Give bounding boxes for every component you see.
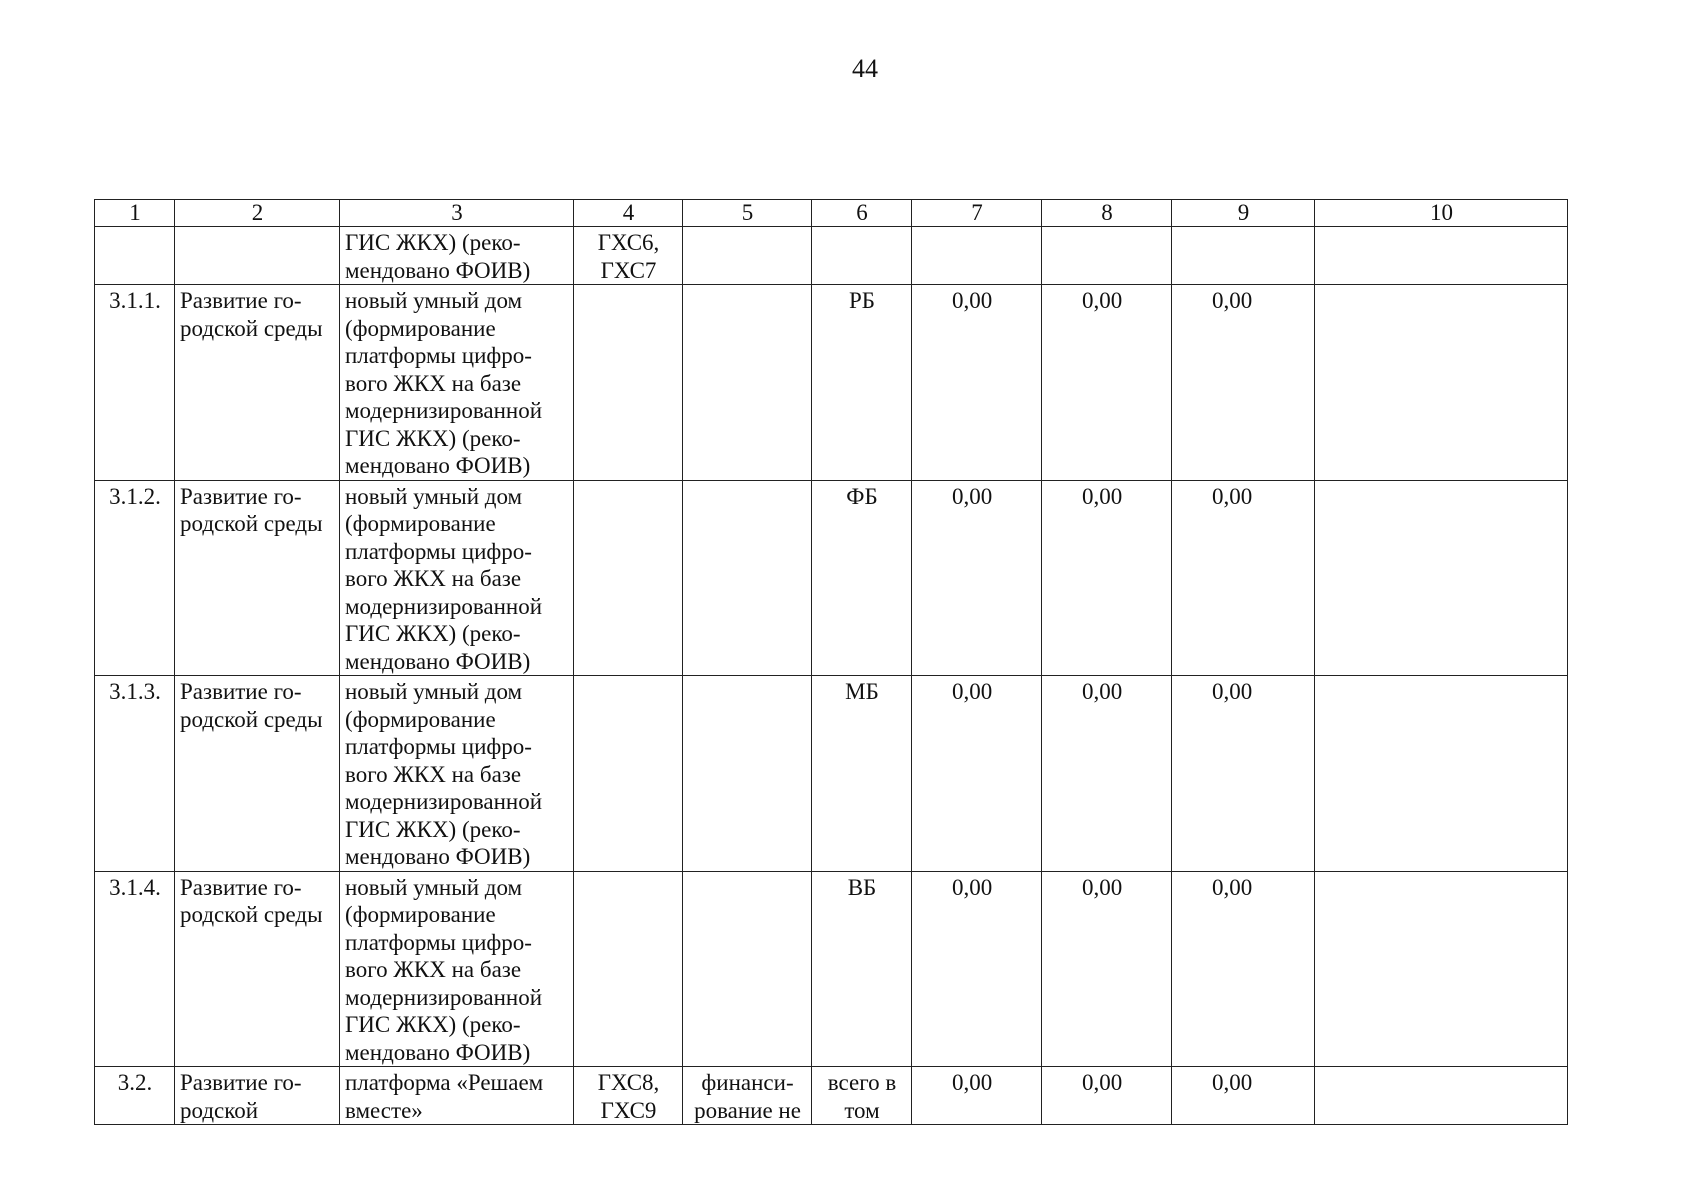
cell-value-7: 0,00	[912, 871, 1042, 1067]
table-row	[95, 676, 1568, 872]
cell-value-7: 0,00	[912, 480, 1042, 676]
table-header-row	[95, 200, 1568, 227]
cell-col-10	[1315, 480, 1568, 676]
cell-financing	[683, 480, 812, 676]
cell-financing	[683, 871, 812, 1067]
cell-number: 3.1.1.	[95, 285, 175, 481]
table-row	[95, 1067, 1568, 1125]
cell-name: Развитие го-родской среды	[175, 480, 340, 676]
table-row	[95, 871, 1568, 1067]
table-row	[95, 480, 1568, 676]
cell-empty	[912, 227, 1042, 285]
cell-col-10	[1315, 676, 1568, 872]
cell-number: 3.1.2.	[95, 480, 175, 676]
cell-codes: ГХС8, ГХС9	[574, 1067, 683, 1125]
cell-col-10	[1315, 285, 1568, 481]
cell-financing	[683, 676, 812, 872]
column-header: 4	[574, 200, 683, 227]
cell-description: ГИС ЖКХ) (реко-мендовано ФОИВ)	[340, 227, 574, 285]
cell-empty	[175, 227, 340, 285]
column-header: 1	[95, 200, 175, 227]
table-row	[95, 285, 1568, 481]
cell-source: МБ	[812, 676, 912, 872]
cell-name: Развитие го-родской среды	[175, 285, 340, 481]
cell-value-8: 0,00	[1042, 285, 1172, 481]
cell-name: Развитие го-родской среды	[175, 676, 340, 872]
cell-value-9: 0,00	[1172, 676, 1315, 872]
cell-description: новый умный дом (формирование платформы цифро-вого ЖКХ на базе модернизированной ГИС ЖКХ) (реко-мендовано ФОИВ)	[340, 676, 574, 872]
cell-codes	[574, 480, 683, 676]
cell-description: новый умный дом (формирование платформы цифро-вого ЖКХ на базе модернизированной ГИС ЖКХ) (реко-мендовано ФОИВ)	[340, 480, 574, 676]
cell-number: 3.2.	[95, 1067, 175, 1125]
cell-value-7: 0,00	[912, 676, 1042, 872]
cell-source: ВБ	[812, 871, 912, 1067]
cell-empty	[683, 227, 812, 285]
page-number: 44	[852, 54, 878, 83]
cell-value-9: 0,00	[1172, 480, 1315, 676]
cell-empty	[95, 227, 175, 285]
cell-value-9: 0,00	[1172, 871, 1315, 1067]
cell-value-9: 0,00	[1172, 1067, 1315, 1125]
cell-name: Развитие го-родской	[175, 1067, 340, 1125]
budget-table	[94, 199, 1568, 1125]
cell-empty	[1042, 227, 1172, 285]
cell-description: новый умный дом (формирование платформы цифро-вого ЖКХ на базе модернизированной ГИС ЖКХ) (реко-мендовано ФОИВ)	[340, 871, 574, 1067]
cell-empty	[1172, 227, 1315, 285]
cell-codes	[574, 871, 683, 1067]
column-header: 7	[912, 200, 1042, 227]
column-header: 5	[683, 200, 812, 227]
cell-value-7: 0,00	[912, 285, 1042, 481]
cell-empty	[812, 227, 912, 285]
cell-value-8: 0,00	[1042, 1067, 1172, 1125]
table-row-continuation	[95, 227, 1568, 285]
cell-empty	[1315, 227, 1568, 285]
cell-financing	[683, 285, 812, 481]
cell-col-10	[1315, 871, 1568, 1067]
cell-source: всего в том	[812, 1067, 912, 1125]
cell-financing: финанси-рование не	[683, 1067, 812, 1125]
cell-number: 3.1.4.	[95, 871, 175, 1067]
cell-codes: ГХС6, ГХС7	[574, 227, 683, 285]
cell-value-9: 0,00	[1172, 285, 1315, 481]
cell-codes	[574, 285, 683, 481]
cell-value-8: 0,00	[1042, 871, 1172, 1067]
column-header: 3	[340, 200, 574, 227]
column-header: 9	[1172, 200, 1315, 227]
column-header: 10	[1315, 200, 1568, 227]
cell-value-7: 0,00	[912, 1067, 1042, 1125]
column-header: 6	[812, 200, 912, 227]
cell-source: РБ	[812, 285, 912, 481]
cell-value-8: 0,00	[1042, 480, 1172, 676]
cell-number: 3.1.3.	[95, 676, 175, 872]
cell-value-8: 0,00	[1042, 676, 1172, 872]
cell-description: новый умный дом (формирование платформы цифро-вого ЖКХ на базе модернизированной ГИС ЖКХ) (реко-мендовано ФОИВ)	[340, 285, 574, 481]
cell-source: ФБ	[812, 480, 912, 676]
column-header: 8	[1042, 200, 1172, 227]
cell-description: платформа «Решаем вместе»	[340, 1067, 574, 1125]
cell-col-10	[1315, 1067, 1568, 1125]
cell-codes	[574, 676, 683, 872]
column-header: 2	[175, 200, 340, 227]
cell-name: Развитие го-родской среды	[175, 871, 340, 1067]
